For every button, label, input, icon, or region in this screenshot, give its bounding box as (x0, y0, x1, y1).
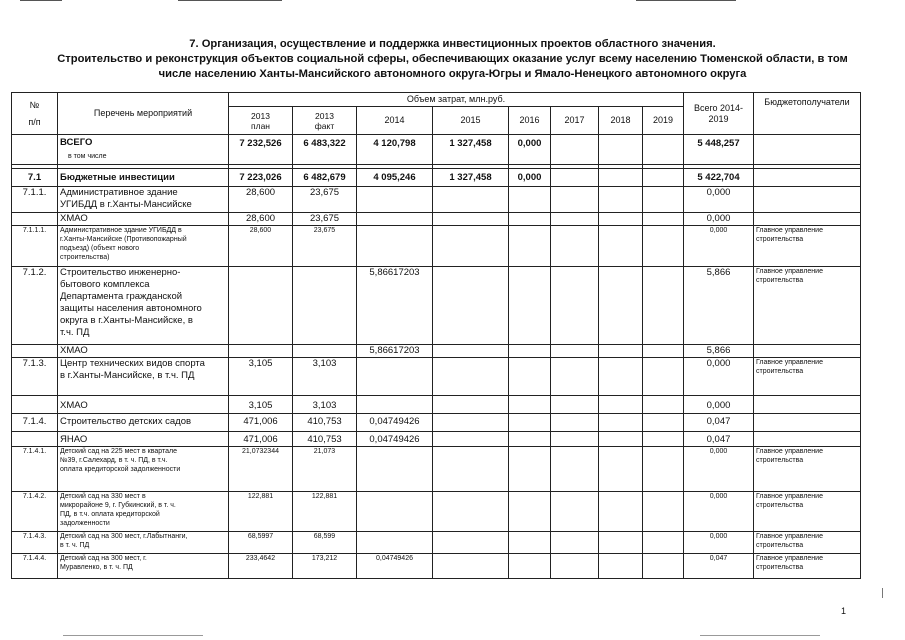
cell-2015: 1 327,458 (433, 169, 509, 187)
header-2013-plan: 2013 план (229, 107, 293, 135)
title-line-2: Строительство и реконструкция объектов социальной сферы, обеспечивающих оказание услуг всему населению Тюменской области, в том (57, 53, 848, 65)
cell-2015: 1 327,458 (433, 135, 509, 165)
cell-num: 7.1.4.3. (12, 532, 58, 554)
cell-total: 5 422,704 (684, 169, 754, 187)
cell-fact: 122,881 (293, 492, 357, 532)
cell-fact: 6 483,322 (293, 135, 357, 165)
table-row-7-1-4-yanao (12, 432, 861, 447)
bottom-edge-line-left (63, 635, 203, 636)
cell-total: 0,047 (684, 432, 754, 447)
cell-2014: 5,86617203 (357, 267, 433, 345)
cell-fact: 68,599 (293, 532, 357, 554)
header-2015: 2015 (433, 107, 509, 135)
cell-total: 0,000 (684, 213, 754, 226)
top-edge-line-left (20, 0, 62, 1)
table-row-7-1-3-hmao (12, 396, 861, 414)
cell-2014: 5,86617203 (357, 345, 433, 358)
cell-fact: 23,675 (293, 213, 357, 226)
cell-recipient: Главное управление строительства (754, 447, 861, 492)
cell-num: 7.1.3. (12, 358, 58, 396)
cell-num: 7.1.4.2. (12, 492, 58, 532)
cell-fact: 410,753 (293, 414, 357, 432)
cell-total: 0,000 (684, 187, 754, 213)
header-2019: 2019 (643, 107, 684, 135)
cell-total: 0,000 (684, 226, 754, 267)
row-name: ЯНАО (58, 432, 229, 447)
cell-num: 7.1.1.1. (12, 226, 58, 267)
cell-plan: 7 223,026 (229, 169, 293, 187)
cell-recipient: Главное управление строительства (754, 226, 861, 267)
row-name: Детский сад на 330 мест в микрорайоне 9, г. Губкинский, в т. ч. ПД, в т.ч. оплата кредиторской задолженности (58, 492, 229, 532)
cell-fact: 173,212 (293, 554, 357, 579)
cell-fact: 3,103 (293, 358, 357, 396)
row-name: ВСЕГО в том числе (58, 135, 229, 165)
cell-num: 7.1 (12, 169, 58, 187)
cell-fact: 21,073 (293, 447, 357, 492)
cell-total: 0,047 (684, 414, 754, 432)
bottom-edge-line-right (700, 635, 820, 636)
title-line-3: числе населению Ханты-Мансийского автономного округа-Югры и Ямало-Ненецкого автономного округа (158, 68, 747, 80)
cell-total: 0,000 (684, 358, 754, 396)
cell-2014: 4 095,246 (357, 169, 433, 187)
cell-total: 5,866 (684, 345, 754, 358)
header-2016: 2016 (509, 107, 551, 135)
row-name: Бюджетные инвестиции (58, 169, 229, 187)
cell-total: 0,000 (684, 532, 754, 554)
cell-num: 7.1.4.1. (12, 447, 58, 492)
cell-recipient: Главное управление строительства (754, 554, 861, 579)
cell-fact: 410,753 (293, 432, 357, 447)
row-name: Административное здание УГИБДД в г.Ханты-Мансийске (Противопожарный подъезд) (объект нового строительства) (58, 226, 229, 267)
cell-num: 7.1.2. (12, 267, 58, 345)
page-number: 1 (841, 606, 847, 616)
row-name: ХМАО (58, 345, 229, 358)
cell-2014: 0,04749426 (357, 432, 433, 447)
table-row-7-1-4-4 (12, 554, 861, 579)
header-name: Перечень мероприятий (58, 93, 229, 135)
cell-plan: 7 232,526 (229, 135, 293, 165)
header-2013-fact: 2013 факт (293, 107, 357, 135)
header-volume: Объем затрат, млн.руб. (229, 93, 684, 107)
cell-recipient: Главное управление строительства (754, 358, 861, 396)
cell-recipient: Главное управление строительства (754, 532, 861, 554)
table-row-7-1 (12, 169, 861, 187)
table-row-7-1-2 (12, 267, 861, 345)
header-2017: 2017 (551, 107, 599, 135)
table-row-7-1-1-hmao (12, 213, 861, 226)
top-edge-line-mid (178, 0, 282, 1)
cell-plan: 21,0732344 (229, 447, 293, 492)
cell-plan: 3,105 (229, 358, 293, 396)
table-row-7-1-4-1 (12, 447, 861, 492)
cell-2014: 4 120,798 (357, 135, 433, 165)
row-name: Детский сад на 300 мест, г.Лабытнанги, в т. ч. ПД (58, 532, 229, 554)
row-name: Административное здание УГИБДД в г.Ханты-Мансийске (58, 187, 229, 213)
cell-fact: 6 482,679 (293, 169, 357, 187)
cell-num: 7.1.4.4. (12, 554, 58, 579)
row-name: Детский сад на 225 мест в квартале №39, г.Салехард, в т. ч. ПД, в т.ч. оплата кредиторской задолженности (58, 447, 229, 492)
cell-total: 0,047 (684, 554, 754, 579)
cell-plan: 233,4642 (229, 554, 293, 579)
header-2014: 2014 (357, 107, 433, 135)
cell-plan: 28,600 (229, 187, 293, 213)
row-name: Центр технических видов спорта в г.Ханты-Мансийске, в т.ч. ПД (58, 358, 229, 396)
row-name: Детский сад на 300 мест, г. Муравленко, в т. ч. ПД (58, 554, 229, 579)
table-row-7-1-4-3 (12, 532, 861, 554)
header-total: Всего 2014- 2019 (684, 93, 754, 135)
table-row-7-1-1 (12, 187, 861, 213)
cell-recipient: Главное управление строительства (754, 492, 861, 532)
cell-total: 5,866 (684, 267, 754, 345)
cell-fact: 23,675 (293, 226, 357, 267)
table-row-7-1-3 (12, 358, 861, 396)
cell-total: 0,000 (684, 492, 754, 532)
header-recipient: Бюджетополучатели (754, 93, 861, 135)
cell-num: 7.1.1. (12, 187, 58, 213)
cell-total: 0,000 (684, 447, 754, 492)
cell-2016: 0,000 (509, 169, 551, 187)
row-name: Строительство инженерно- бытового комплекса Департамента гражданской защиты населения автономного округа в г.Ханты-Мансийске, в т.ч. ПД (58, 267, 229, 345)
table-row-7-1-4 (12, 414, 861, 432)
cell-plan: 68,5997 (229, 532, 293, 554)
row-name: Строительство детских садов (58, 414, 229, 432)
cell-plan: 28,600 (229, 213, 293, 226)
cell-total: 5 448,257 (684, 135, 754, 165)
row-name: ХМАО (58, 213, 229, 226)
investment-table (11, 92, 861, 579)
right-edge-mark (882, 588, 883, 598)
cell-plan: 471,006 (229, 432, 293, 447)
cell-plan: 122,881 (229, 492, 293, 532)
table-row-7-1-4-2 (12, 492, 861, 532)
table-row-7-1-1-1 (12, 226, 861, 267)
cell-plan: 28,600 (229, 226, 293, 267)
title-line-1: 7. Организация, осуществление и поддержка инвестиционных проектов областного значения. (189, 38, 716, 50)
table-row-7-1-2-hmao (12, 345, 861, 358)
cell-plan: 3,105 (229, 396, 293, 414)
cell-fact: 23,675 (293, 187, 357, 213)
cell-plan: 471,006 (229, 414, 293, 432)
cell-num: 7.1.4. (12, 414, 58, 432)
row-name: ХМАО (58, 396, 229, 414)
table-row-total (12, 135, 861, 165)
cell-2016: 0,000 (509, 135, 551, 165)
cell-2014: 0,04749426 (357, 414, 433, 432)
header-2018: 2018 (599, 107, 643, 135)
cell-fact: 3,103 (293, 396, 357, 414)
cell-total: 0,000 (684, 396, 754, 414)
cell-recipient: Главное управление строительства (754, 267, 861, 345)
header-num: № п/п (12, 93, 58, 135)
top-edge-line-right (636, 0, 736, 1)
cell-2014: 0,04749426 (357, 554, 433, 579)
